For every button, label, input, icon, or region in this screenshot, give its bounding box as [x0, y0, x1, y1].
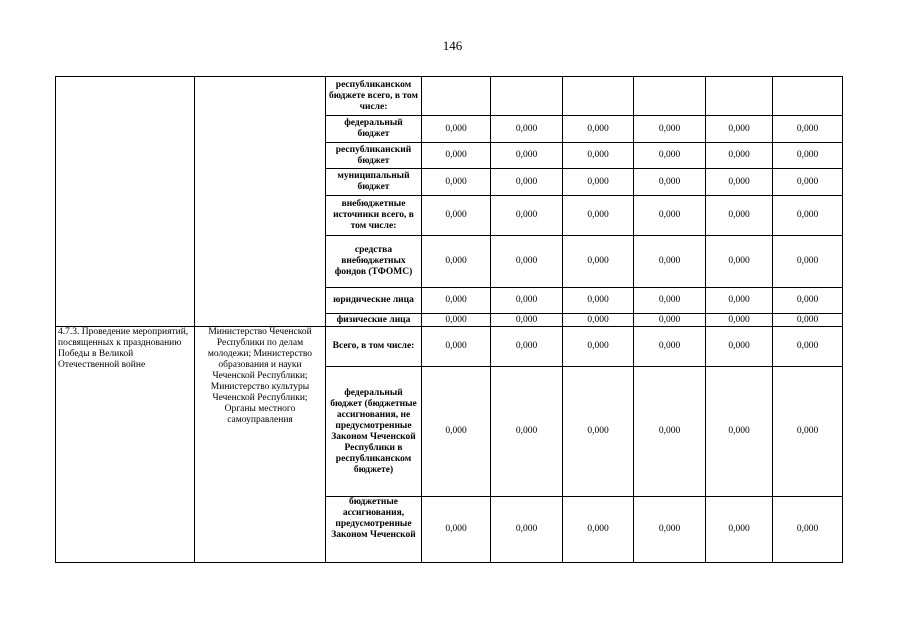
- value-cell: [422, 77, 491, 116]
- value-cell: 0,000: [491, 116, 563, 143]
- value-cell: 0,000: [491, 169, 563, 196]
- value-cell: 0,000: [634, 367, 706, 497]
- page-number: 146: [442, 38, 463, 53]
- value-cell: 0,000: [563, 236, 634, 288]
- value-cell: 0,000: [706, 497, 773, 563]
- value-cell: 0,000: [563, 116, 634, 143]
- funding-source: федеральный бюджет: [326, 116, 422, 143]
- value-cell: 0,000: [422, 327, 491, 367]
- value-cell: 0,000: [491, 236, 563, 288]
- funding-source: физические лица: [326, 314, 422, 327]
- funding-source: средства внебюджетных фондов (ТФОМС): [326, 236, 422, 288]
- value-cell: 0,000: [706, 116, 773, 143]
- value-cell: 0,000: [563, 196, 634, 236]
- value-cell: [634, 77, 706, 116]
- value-cell: 0,000: [706, 367, 773, 497]
- funding-source: бюджетные ассигнования, предусмотренные Законом Чеченской: [326, 497, 422, 563]
- value-cell: 0,000: [491, 143, 563, 169]
- value-cell: 0,000: [634, 497, 706, 563]
- value-cell: 0,000: [773, 497, 843, 563]
- value-cell: 0,000: [422, 116, 491, 143]
- value-cell: 0,000: [563, 169, 634, 196]
- value-cell: 0,000: [422, 497, 491, 563]
- value-cell: [706, 77, 773, 116]
- executor-cell-blank-top: [195, 77, 326, 327]
- value-cell: 0,000: [563, 497, 634, 563]
- value-cell: 0,000: [773, 314, 843, 327]
- value-cell: 0,000: [491, 327, 563, 367]
- value-cell: 0,000: [773, 367, 843, 497]
- value-cell: 0,000: [563, 143, 634, 169]
- value-cell: 0,000: [491, 288, 563, 314]
- value-cell: 0,000: [706, 196, 773, 236]
- value-cell: 0,000: [422, 367, 491, 497]
- value-cell: 0,000: [634, 314, 706, 327]
- funding-source: республиканский бюджет: [326, 143, 422, 169]
- value-cell: 0,000: [422, 236, 491, 288]
- value-cell: 0,000: [706, 143, 773, 169]
- value-cell: 0,000: [491, 497, 563, 563]
- value-cell: 0,000: [773, 143, 843, 169]
- funding-source: юридические лица: [326, 288, 422, 314]
- measure-cell-blank-top: [56, 77, 195, 327]
- value-cell: 0,000: [706, 169, 773, 196]
- value-cell: 0,000: [634, 288, 706, 314]
- value-cell: [773, 77, 843, 116]
- value-cell: 0,000: [773, 196, 843, 236]
- funding-source: муниципальный бюджет: [326, 169, 422, 196]
- value-cell: 0,000: [563, 327, 634, 367]
- value-cell: 0,000: [422, 169, 491, 196]
- value-cell: 0,000: [773, 288, 843, 314]
- value-cell: 0,000: [491, 314, 563, 327]
- funding-source: республиканском бюджете всего, в том числе:: [326, 77, 422, 116]
- value-cell: 0,000: [634, 116, 706, 143]
- value-cell: 0,000: [634, 196, 706, 236]
- funding-source: федеральный бюджет (бюджетные ассигнования, не предусмотренные Законом Чеченской Республики в республиканском бюджете): [326, 367, 422, 497]
- budget-table: [55, 76, 843, 563]
- value-cell: 0,000: [706, 314, 773, 327]
- value-cell: 0,000: [706, 236, 773, 288]
- value-cell: 0,000: [773, 116, 843, 143]
- value-cell: 0,000: [563, 288, 634, 314]
- executors: Министерство Чеченской Республики по делам молодежи; Министерство образования и науки Чеченской Республики; Министерство культуры Чеченской Республики; Органы местного самоуправления: [195, 327, 326, 563]
- value-cell: 0,000: [773, 236, 843, 288]
- value-cell: 0,000: [563, 367, 634, 497]
- value-cell: 0,000: [563, 314, 634, 327]
- funding-source: внебюджетные источники всего, в том числе:: [326, 196, 422, 236]
- value-cell: [491, 77, 563, 116]
- value-cell: 0,000: [634, 327, 706, 367]
- value-cell: 0,000: [634, 236, 706, 288]
- value-cell: 0,000: [422, 196, 491, 236]
- value-cell: 0,000: [773, 169, 843, 196]
- value-cell: 0,000: [422, 143, 491, 169]
- value-cell: 0,000: [634, 169, 706, 196]
- value-cell: 0,000: [491, 196, 563, 236]
- value-cell: [563, 77, 634, 116]
- value-cell: 0,000: [706, 327, 773, 367]
- value-cell: 0,000: [491, 367, 563, 497]
- value-cell: 0,000: [706, 288, 773, 314]
- measure-title: 4.7.3. Проведение мероприятий, посвященных к празднованию Победы в Великой Отечественной войне: [56, 327, 195, 563]
- funding-source: Всего, в том числе:: [326, 327, 422, 367]
- value-cell: 0,000: [422, 288, 491, 314]
- value-cell: 0,000: [773, 327, 843, 367]
- value-cell: 0,000: [634, 143, 706, 169]
- value-cell: 0,000: [422, 314, 491, 327]
